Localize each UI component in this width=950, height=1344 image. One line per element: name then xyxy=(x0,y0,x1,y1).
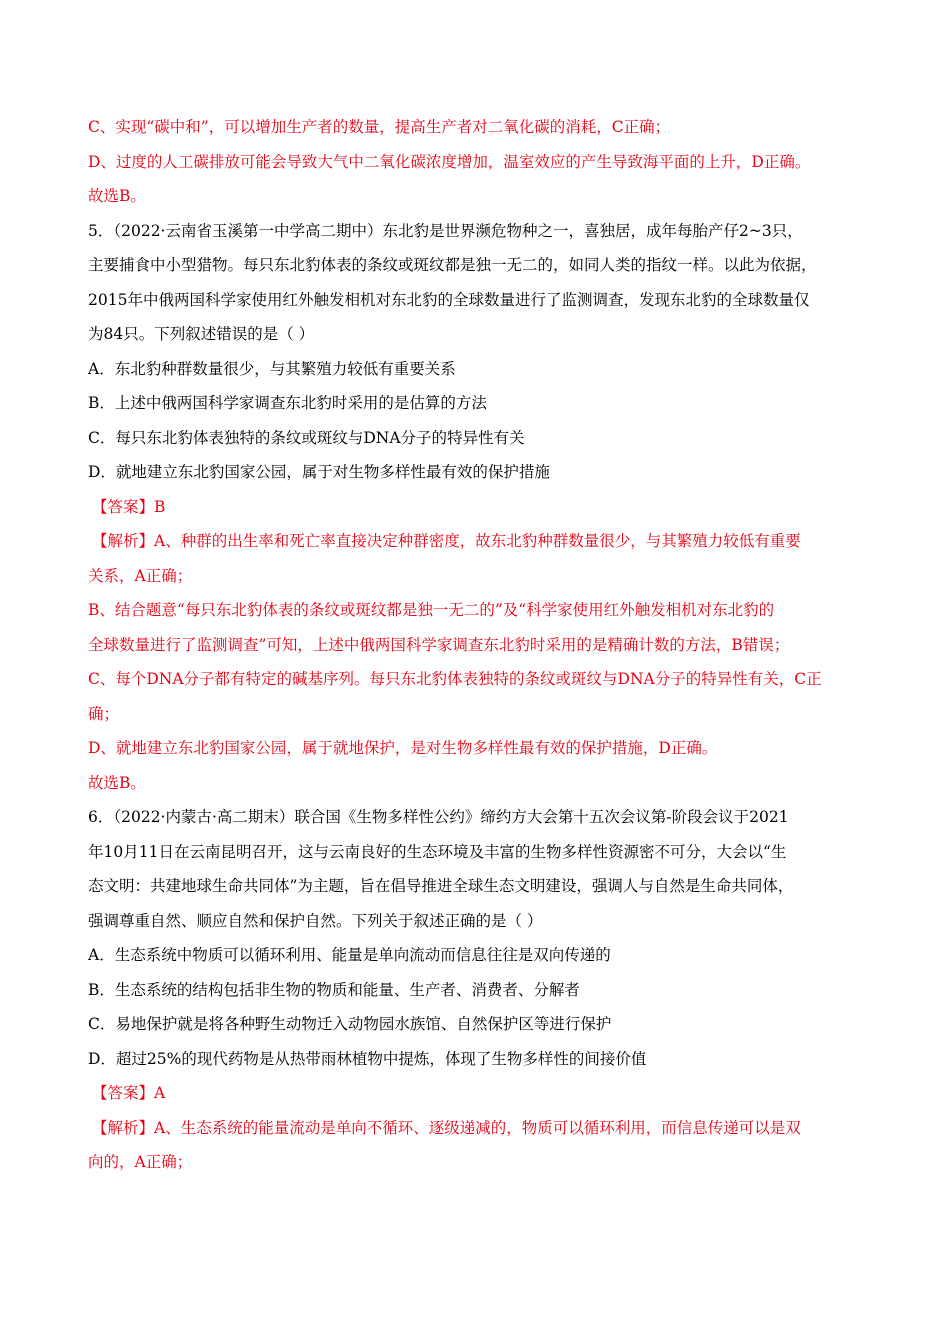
q4-conclusion: 故选B。 xyxy=(88,187,146,205)
q4-option-d-analysis: D、过度的人工碳排放可能会导致大气中二氧化碳浓度增加，温室效应的产生导致海平面的上升，D正确。 xyxy=(88,152,811,171)
q5-answer-value: B xyxy=(154,497,166,516)
q5-answer-tag: 【答案】 xyxy=(92,497,155,516)
q5-option-d: D．就地建立东北豹国家公园，属于对生物多样性最有效的保护措施 xyxy=(88,463,550,481)
q6-answer xyxy=(88,1076,868,1111)
q6-analysis-line: 向的，A正确； xyxy=(88,1153,193,1171)
q6-stem-line: 年10月11日在云南昆明召开，这与云南良好的生态环境及丰富的生物多样性资源密不可分，大会以“生 xyxy=(88,842,787,861)
q5-option-a: A．东北豹种群数量很少，与其繁殖力较低有重要关系 xyxy=(88,359,456,378)
q5-stem-line: 2015年中俄两国科学家使用红外触发相机对东北豹的全球数量进行了监测调查，发现东北豹的全球数量仅 xyxy=(88,290,810,309)
q6-option-d: D．超过25%的现代药物是从热带雨林植物中提炼，体现了生物多样性的间接价值 xyxy=(88,1049,647,1068)
q5-option-c: C．每只东北豹体表独特的条纹或斑纹与DNA分子的特异性有关 xyxy=(88,428,525,447)
q5-analysis-line: 确； xyxy=(88,704,120,723)
q6-answer-tag: 【答案】 xyxy=(92,1084,155,1102)
q5-analysis-line: 全球数量进行了监测调查”可知，上述中俄两国科学家调查东北豹时采用的是精确计数的方法，B错误； xyxy=(88,635,790,654)
q5-stem-line: 5．（2022·云南省玉溪第一中学高二期中）东北豹是世界濒危物种之一，喜独居，成年每胎产仔2~3只， xyxy=(88,221,803,240)
q5-stem-line: 为84只。下列叙述错误的是（ ） xyxy=(88,325,315,343)
q5-analysis-line: B、结合题意“每只东北豹体表的条纹或斑纹都是独一无二的”及“科学家使用红外触发相机对东北豹的 xyxy=(88,601,775,619)
q5-stem-line: 主要捕食中小型猎物。每只东北豹体表的条纹或斑纹都是独一无二的，如同人类的指纹一样。以此为依据， xyxy=(88,256,817,274)
q4-option-c-analysis: C、实现“碳中和”，可以增加生产者的数量，提高生产者对二氧化碳的消耗，C正确； xyxy=(88,118,671,136)
q5-analysis-line: 关系，A正确； xyxy=(88,566,193,585)
q5-analysis-text: A、种群的出生率和死亡率直接决定种群密度，故东北豹种群数量很少，与其繁殖力较低有重要 xyxy=(154,532,801,550)
q6-stem-line: 态文明：共建地球生命共同体”为主题，旨在倡导推进全球生态文明建设，强调人与自然是生命共同体， xyxy=(88,877,794,895)
q5-conclusion: 故选B。 xyxy=(88,773,146,792)
q6-option-b: B．生态系统的结构包括非生物的物质和能量、生产者、消费者、分解者 xyxy=(88,980,580,999)
question-6 xyxy=(88,800,868,1180)
q6-analysis-tag: 【解析】 xyxy=(92,1118,155,1137)
q6-answer-value: A xyxy=(154,1084,166,1102)
q5-analysis-line: C、每个DNA分子都有特定的碱基序列。每只东北豹体表独特的条纹或斑纹与DNA分子的特异性有关，C正 xyxy=(88,670,822,688)
q5-option-b: B．上述中俄两国科学家调查东北豹时采用的是估算的方法 xyxy=(88,394,487,412)
q6-option-a: A．生态系统中物质可以循环利用、能量是单向流动而信息往往是双向传递的 xyxy=(88,946,611,964)
q6-analysis-text: A、生态系统的能量流动是单向不循环、逐级递减的，物质可以循环利用，而信息传递可以是双 xyxy=(154,1118,801,1137)
q5-answer xyxy=(88,490,868,525)
q6-stem-line: 6．（2022·内蒙古·高二期末）联合国《生物多样性公约》缔约方大会第十五次会议第-阶段会议于2021 xyxy=(88,808,789,826)
document-page xyxy=(88,110,868,1180)
q6-stem-line: 强调尊重自然、顺应自然和保护自然。下列关于叙述正确的是（ ） xyxy=(88,911,543,930)
q5-analysis-tag: 【解析】 xyxy=(92,532,155,550)
q6-analysis-line xyxy=(88,1111,868,1146)
q6-option-c: C．易地保护就是将各种野生动物迁入动物园水族馆、自然保护区等进行保护 xyxy=(88,1015,612,1033)
q4-explanation-tail xyxy=(88,110,868,214)
q5-analysis-line xyxy=(88,524,868,559)
question-5 xyxy=(88,214,868,801)
q5-analysis-line: D、就地建立东北豹国家公园，属于就地保护，是对生物多样性最有效的保护措施，D正确。 xyxy=(88,739,718,757)
